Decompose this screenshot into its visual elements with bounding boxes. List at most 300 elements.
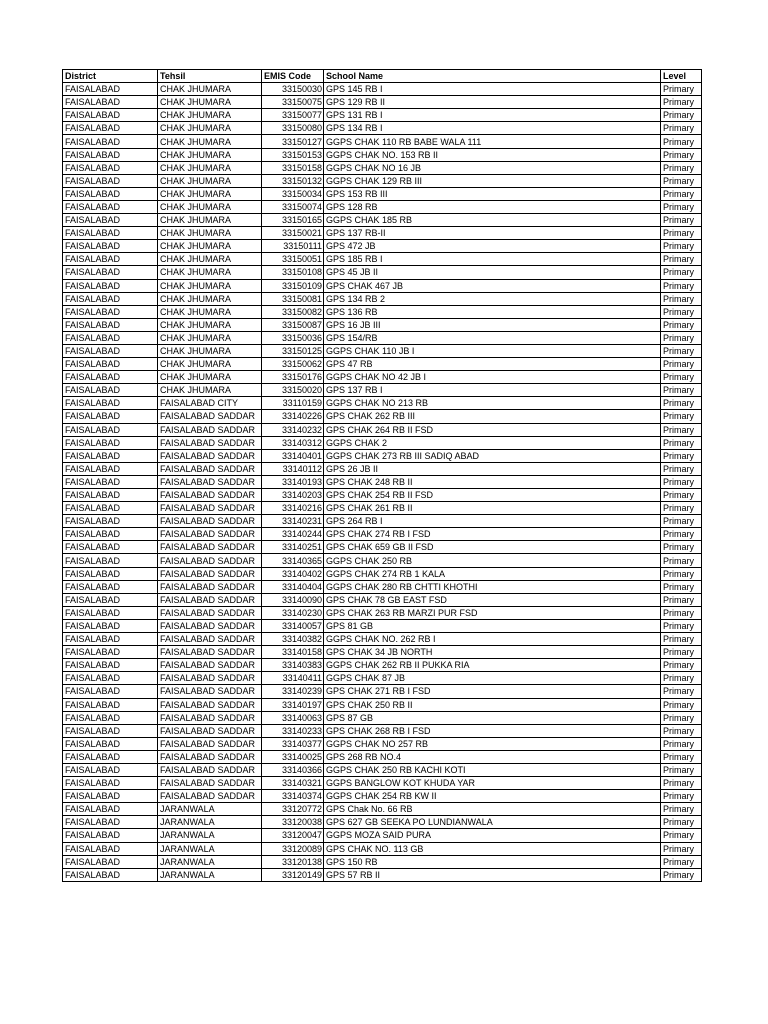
cell-school-name: GGPS CHAK 2 xyxy=(324,436,661,449)
cell-level: Primary xyxy=(661,698,702,711)
table-body xyxy=(63,83,702,882)
cell-school-name: GPS 145 RB I xyxy=(324,83,661,96)
cell-school-name: GPS 153 RB III xyxy=(324,187,661,200)
cell-district: FAISALABAD xyxy=(63,358,158,371)
cell-district: FAISALABAD xyxy=(63,672,158,685)
cell-tehsil: FAISALABAD SADDAR xyxy=(158,790,262,803)
table-row xyxy=(63,685,702,698)
cell-school-name: GGPS CHAK 274 RB 1 KALA xyxy=(324,567,661,580)
cell-school-name: GGPS CHAK 250 RB xyxy=(324,554,661,567)
cell-level: Primary xyxy=(661,200,702,213)
cell-emis-code: 33120138 xyxy=(262,855,324,868)
cell-emis-code: 33140057 xyxy=(262,619,324,632)
cell-level: Primary xyxy=(661,253,702,266)
cell-tehsil: FAISALABAD SADDAR xyxy=(158,672,262,685)
cell-emis-code: 33150081 xyxy=(262,292,324,305)
cell-level: Primary xyxy=(661,279,702,292)
cell-emis-code: 33140251 xyxy=(262,541,324,554)
cell-district: FAISALABAD xyxy=(63,659,158,672)
cell-tehsil: FAISALABAD SADDAR xyxy=(158,750,262,763)
cell-level: Primary xyxy=(661,214,702,227)
cell-emis-code: 33140377 xyxy=(262,737,324,750)
cell-school-name: GPS CHAK 78 GB EAST FSD xyxy=(324,593,661,606)
cell-emis-code: 33120089 xyxy=(262,842,324,855)
cell-emis-code: 33150132 xyxy=(262,174,324,187)
cell-tehsil: FAISALABAD SADDAR xyxy=(158,763,262,776)
cell-emis-code: 33140383 xyxy=(262,659,324,672)
cell-tehsil: CHAK JHUMARA xyxy=(158,200,262,213)
cell-level: Primary xyxy=(661,580,702,593)
cell-school-name: GGPS CHAK 280 RB CHTTI KHOTHI xyxy=(324,580,661,593)
cell-emis-code: 33150127 xyxy=(262,135,324,148)
cell-district: FAISALABAD xyxy=(63,855,158,868)
cell-school-name: GPS CHAK 262 RB III xyxy=(324,410,661,423)
cell-district: FAISALABAD xyxy=(63,868,158,881)
table-row xyxy=(63,214,702,227)
cell-tehsil: CHAK JHUMARA xyxy=(158,161,262,174)
cell-district: FAISALABAD xyxy=(63,135,158,148)
cell-level: Primary xyxy=(661,305,702,318)
cell-emis-code: 33150158 xyxy=(262,161,324,174)
table-row xyxy=(63,240,702,253)
table-row xyxy=(63,174,702,187)
cell-tehsil: CHAK JHUMARA xyxy=(158,214,262,227)
cell-tehsil: FAISALABAD SADDAR xyxy=(158,724,262,737)
cell-school-name: GPS CHAK 248 RB II xyxy=(324,475,661,488)
table-row xyxy=(63,423,702,436)
cell-district: FAISALABAD xyxy=(63,436,158,449)
cell-district: FAISALABAD xyxy=(63,803,158,816)
cell-school-name: GGPS CHAK NO. 262 RB I xyxy=(324,633,661,646)
header-district: District xyxy=(63,70,158,83)
cell-emis-code: 33140203 xyxy=(262,489,324,502)
cell-tehsil: CHAK JHUMARA xyxy=(158,279,262,292)
cell-emis-code: 33140158 xyxy=(262,646,324,659)
table-row xyxy=(63,318,702,331)
cell-school-name: GGPS CHAK 185 RB xyxy=(324,214,661,227)
cell-emis-code: 33140197 xyxy=(262,698,324,711)
table-row xyxy=(63,135,702,148)
cell-district: FAISALABAD xyxy=(63,318,158,331)
cell-emis-code: 33150080 xyxy=(262,122,324,135)
header-level: Level xyxy=(661,70,702,83)
cell-level: Primary xyxy=(661,489,702,502)
cell-school-name: GPS 26 JB II xyxy=(324,462,661,475)
cell-district: FAISALABAD xyxy=(63,646,158,659)
cell-district: FAISALABAD xyxy=(63,750,158,763)
cell-tehsil: FAISALABAD SADDAR xyxy=(158,580,262,593)
cell-level: Primary xyxy=(661,528,702,541)
cell-emis-code: 33140404 xyxy=(262,580,324,593)
table-row xyxy=(63,868,702,881)
cell-tehsil: JARANWALA xyxy=(158,842,262,855)
cell-level: Primary xyxy=(661,135,702,148)
cell-level: Primary xyxy=(661,763,702,776)
cell-district: FAISALABAD xyxy=(63,187,158,200)
cell-emis-code: 33150176 xyxy=(262,371,324,384)
cell-tehsil: FAISALABAD SADDAR xyxy=(158,698,262,711)
cell-tehsil: CHAK JHUMARA xyxy=(158,305,262,318)
cell-district: FAISALABAD xyxy=(63,502,158,515)
cell-level: Primary xyxy=(661,606,702,619)
cell-tehsil: CHAK JHUMARA xyxy=(158,266,262,279)
table-row xyxy=(63,737,702,750)
cell-tehsil: FAISALABAD SADDAR xyxy=(158,685,262,698)
cell-level: Primary xyxy=(661,502,702,515)
cell-district: FAISALABAD xyxy=(63,305,158,318)
table-row xyxy=(63,358,702,371)
cell-district: FAISALABAD xyxy=(63,331,158,344)
table-row xyxy=(63,305,702,318)
cell-tehsil: FAISALABAD SADDAR xyxy=(158,606,262,619)
cell-level: Primary xyxy=(661,646,702,659)
cell-school-name: GPS 150 RB xyxy=(324,855,661,868)
cell-tehsil: CHAK JHUMARA xyxy=(158,253,262,266)
cell-school-name: GGPS CHAK NO 213 RB xyxy=(324,397,661,410)
cell-district: FAISALABAD xyxy=(63,737,158,750)
cell-emis-code: 33150111 xyxy=(262,240,324,253)
cell-emis-code: 33120038 xyxy=(262,816,324,829)
cell-district: FAISALABAD xyxy=(63,200,158,213)
cell-district: FAISALABAD xyxy=(63,214,158,227)
cell-school-name: GPS 185 RB I xyxy=(324,253,661,266)
cell-level: Primary xyxy=(661,436,702,449)
cell-district: FAISALABAD xyxy=(63,763,158,776)
cell-school-name: GPS 268 RB NO.4 xyxy=(324,750,661,763)
table-row xyxy=(63,724,702,737)
table-row xyxy=(63,711,702,724)
cell-school-name: GPS 57 RB II xyxy=(324,868,661,881)
cell-tehsil: CHAK JHUMARA xyxy=(158,371,262,384)
cell-tehsil: FAISALABAD SADDAR xyxy=(158,423,262,436)
cell-district: FAISALABAD xyxy=(63,790,158,803)
table-row xyxy=(63,344,702,357)
cell-district: FAISALABAD xyxy=(63,698,158,711)
table-row xyxy=(63,449,702,462)
cell-level: Primary xyxy=(661,410,702,423)
cell-level: Primary xyxy=(661,593,702,606)
cell-school-name: GPS 134 RB 2 xyxy=(324,292,661,305)
table-row xyxy=(63,371,702,384)
cell-emis-code: 33140216 xyxy=(262,502,324,515)
cell-tehsil: CHAK JHUMARA xyxy=(158,174,262,187)
cell-tehsil: FAISALABAD SADDAR xyxy=(158,528,262,541)
table-row xyxy=(63,83,702,96)
cell-level: Primary xyxy=(661,750,702,763)
cell-level: Primary xyxy=(661,344,702,357)
cell-tehsil: CHAK JHUMARA xyxy=(158,96,262,109)
table-row xyxy=(63,200,702,213)
cell-school-name: GPS 47 RB xyxy=(324,358,661,371)
cell-tehsil: CHAK JHUMARA xyxy=(158,83,262,96)
table-row xyxy=(63,253,702,266)
cell-level: Primary xyxy=(661,187,702,200)
cell-district: FAISALABAD xyxy=(63,777,158,790)
cell-tehsil: CHAK JHUMARA xyxy=(158,135,262,148)
cell-district: FAISALABAD xyxy=(63,96,158,109)
cell-tehsil: FAISALABAD SADDAR xyxy=(158,449,262,462)
cell-school-name: GPS 45 JB II xyxy=(324,266,661,279)
cell-school-name: GGPS CHAK 273 RB III SADIQ ABAD xyxy=(324,449,661,462)
cell-school-name: GPS 627 GB SEEKA PO LUNDIANWALA xyxy=(324,816,661,829)
cell-emis-code: 33140321 xyxy=(262,777,324,790)
cell-tehsil: CHAK JHUMARA xyxy=(158,148,262,161)
cell-school-name: GGPS CHAK 87 JB xyxy=(324,672,661,685)
cell-school-name: GPS CHAK 659 GB II FSD xyxy=(324,541,661,554)
table-row xyxy=(63,816,702,829)
cell-school-name: GPS CHAK 263 RB MARZI PUR FSD xyxy=(324,606,661,619)
cell-emis-code: 33150034 xyxy=(262,187,324,200)
table-row xyxy=(63,292,702,305)
cell-emis-code: 33120047 xyxy=(262,829,324,842)
cell-level: Primary xyxy=(661,842,702,855)
table-row xyxy=(63,554,702,567)
table-row xyxy=(63,436,702,449)
table-row xyxy=(63,279,702,292)
cell-level: Primary xyxy=(661,541,702,554)
cell-emis-code: 33150074 xyxy=(262,200,324,213)
cell-level: Primary xyxy=(661,423,702,436)
cell-tehsil: CHAK JHUMARA xyxy=(158,331,262,344)
cell-district: FAISALABAD xyxy=(63,174,158,187)
cell-emis-code: 33140239 xyxy=(262,685,324,698)
cell-level: Primary xyxy=(661,711,702,724)
cell-school-name: GPS 472 JB xyxy=(324,240,661,253)
cell-district: FAISALABAD xyxy=(63,253,158,266)
cell-level: Primary xyxy=(661,619,702,632)
cell-district: FAISALABAD xyxy=(63,593,158,606)
cell-emis-code: 33150030 xyxy=(262,83,324,96)
cell-school-name: GPS 128 RB xyxy=(324,200,661,213)
table-header xyxy=(63,70,702,83)
cell-tehsil: CHAK JHUMARA xyxy=(158,227,262,240)
cell-emis-code: 33140233 xyxy=(262,724,324,737)
cell-school-name: GGPS CHAK NO 16 JB xyxy=(324,161,661,174)
cell-district: FAISALABAD xyxy=(63,515,158,528)
cell-emis-code: 33140402 xyxy=(262,567,324,580)
cell-tehsil: FAISALABAD SADDAR xyxy=(158,515,262,528)
cell-emis-code: 33150108 xyxy=(262,266,324,279)
cell-level: Primary xyxy=(661,148,702,161)
cell-emis-code: 33140112 xyxy=(262,462,324,475)
cell-district: FAISALABAD xyxy=(63,397,158,410)
cell-emis-code: 33150077 xyxy=(262,109,324,122)
cell-district: FAISALABAD xyxy=(63,109,158,122)
cell-tehsil: JARANWALA xyxy=(158,803,262,816)
cell-tehsil: FAISALABAD SADDAR xyxy=(158,436,262,449)
cell-district: FAISALABAD xyxy=(63,227,158,240)
cell-tehsil: JARANWALA xyxy=(158,868,262,881)
cell-emis-code: 33150021 xyxy=(262,227,324,240)
cell-level: Primary xyxy=(661,358,702,371)
cell-emis-code: 33140244 xyxy=(262,528,324,541)
cell-tehsil: FAISALABAD SADDAR xyxy=(158,554,262,567)
cell-tehsil: FAISALABAD SADDAR xyxy=(158,567,262,580)
cell-tehsil: CHAK JHUMARA xyxy=(158,318,262,331)
cell-district: FAISALABAD xyxy=(63,122,158,135)
cell-emis-code: 33150125 xyxy=(262,344,324,357)
cell-school-name: GGPS CHAK 110 JB I xyxy=(324,344,661,357)
cell-district: FAISALABAD xyxy=(63,606,158,619)
cell-tehsil: JARANWALA xyxy=(158,816,262,829)
cell-tehsil: CHAK JHUMARA xyxy=(158,292,262,305)
cell-district: FAISALABAD xyxy=(63,344,158,357)
cell-level: Primary xyxy=(661,109,702,122)
cell-level: Primary xyxy=(661,384,702,397)
cell-emis-code: 33120149 xyxy=(262,868,324,881)
header-row xyxy=(63,70,702,83)
cell-level: Primary xyxy=(661,567,702,580)
cell-tehsil: FAISALABAD SADDAR xyxy=(158,633,262,646)
table-row xyxy=(63,567,702,580)
cell-school-name: GGPS CHAK 250 RB KACHI KOTI xyxy=(324,763,661,776)
cell-tehsil: FAISALABAD SADDAR xyxy=(158,737,262,750)
cell-level: Primary xyxy=(661,868,702,881)
cell-emis-code: 33140090 xyxy=(262,593,324,606)
header-emis-code: EMIS Code xyxy=(262,70,324,83)
cell-level: Primary xyxy=(661,672,702,685)
cell-district: FAISALABAD xyxy=(63,711,158,724)
cell-emis-code: 33120772 xyxy=(262,803,324,816)
cell-district: FAISALABAD xyxy=(63,410,158,423)
cell-emis-code: 33150153 xyxy=(262,148,324,161)
cell-district: FAISALABAD xyxy=(63,580,158,593)
cell-school-name: GGPS CHAK NO 42 JB I xyxy=(324,371,661,384)
cell-school-name: GGPS CHAK NO 257 RB xyxy=(324,737,661,750)
table-row xyxy=(63,829,702,842)
cell-emis-code: 33140232 xyxy=(262,423,324,436)
cell-district: FAISALABAD xyxy=(63,724,158,737)
cell-level: Primary xyxy=(661,462,702,475)
cell-emis-code: 33140025 xyxy=(262,750,324,763)
cell-tehsil: FAISALABAD SADDAR xyxy=(158,711,262,724)
table-row xyxy=(63,750,702,763)
table-row xyxy=(63,803,702,816)
cell-emis-code: 33150062 xyxy=(262,358,324,371)
cell-emis-code: 33140382 xyxy=(262,633,324,646)
cell-district: FAISALABAD xyxy=(63,292,158,305)
cell-district: FAISALABAD xyxy=(63,240,158,253)
table-row xyxy=(63,633,702,646)
table-row xyxy=(63,606,702,619)
cell-emis-code: 33140365 xyxy=(262,554,324,567)
cell-emis-code: 33110159 xyxy=(262,397,324,410)
cell-level: Primary xyxy=(661,449,702,462)
cell-level: Primary xyxy=(661,266,702,279)
cell-school-name: GPS 16 JB III xyxy=(324,318,661,331)
table-row xyxy=(63,659,702,672)
cell-emis-code: 33150109 xyxy=(262,279,324,292)
cell-level: Primary xyxy=(661,96,702,109)
cell-school-name: GPS CHAK 34 JB NORTH xyxy=(324,646,661,659)
cell-emis-code: 33140366 xyxy=(262,763,324,776)
cell-district: FAISALABAD xyxy=(63,475,158,488)
header-school-name: School Name xyxy=(324,70,661,83)
cell-level: Primary xyxy=(661,331,702,344)
cell-tehsil: CHAK JHUMARA xyxy=(158,109,262,122)
cell-emis-code: 33140411 xyxy=(262,672,324,685)
cell-emis-code: 33140231 xyxy=(262,515,324,528)
cell-district: FAISALABAD xyxy=(63,567,158,580)
cell-district: FAISALABAD xyxy=(63,384,158,397)
cell-level: Primary xyxy=(661,83,702,96)
table-row xyxy=(63,227,702,240)
table-row xyxy=(63,384,702,397)
cell-tehsil: CHAK JHUMARA xyxy=(158,187,262,200)
cell-tehsil: FAISALABAD SADDAR xyxy=(158,593,262,606)
table-row xyxy=(63,109,702,122)
cell-school-name: GPS CHAK 268 RB I FSD xyxy=(324,724,661,737)
cell-tehsil: FAISALABAD SADDAR xyxy=(158,659,262,672)
cell-district: FAISALABAD xyxy=(63,816,158,829)
cell-district: FAISALABAD xyxy=(63,489,158,502)
cell-tehsil: CHAK JHUMARA xyxy=(158,358,262,371)
cell-district: FAISALABAD xyxy=(63,449,158,462)
cell-school-name: GPS CHAK 250 RB II xyxy=(324,698,661,711)
cell-district: FAISALABAD xyxy=(63,554,158,567)
table-row xyxy=(63,763,702,776)
cell-district: FAISALABAD xyxy=(63,279,158,292)
cell-tehsil: CHAK JHUMARA xyxy=(158,122,262,135)
cell-school-name: GGPS MOZA SAID PURA xyxy=(324,829,661,842)
table-row xyxy=(63,790,702,803)
cell-school-name: GPS 264 RB I xyxy=(324,515,661,528)
cell-school-name: GPS 134 RB I xyxy=(324,122,661,135)
table-row xyxy=(63,593,702,606)
cell-district: FAISALABAD xyxy=(63,685,158,698)
table-row xyxy=(63,541,702,554)
cell-level: Primary xyxy=(661,790,702,803)
cell-school-name: GPS 131 RB I xyxy=(324,109,661,122)
cell-school-name: GPS 137 RB-II xyxy=(324,227,661,240)
table-row xyxy=(63,580,702,593)
cell-emis-code: 33140401 xyxy=(262,449,324,462)
cell-district: FAISALABAD xyxy=(63,148,158,161)
cell-district: FAISALABAD xyxy=(63,842,158,855)
cell-tehsil: FAISALABAD SADDAR xyxy=(158,541,262,554)
table-row xyxy=(63,331,702,344)
cell-school-name: GPS 129 RB II xyxy=(324,96,661,109)
cell-level: Primary xyxy=(661,816,702,829)
table-row xyxy=(63,96,702,109)
cell-school-name: GGPS CHAK 254 RB KW II xyxy=(324,790,661,803)
cell-level: Primary xyxy=(661,515,702,528)
cell-district: FAISALABAD xyxy=(63,633,158,646)
cell-school-name: GPS Chak No. 66 RB xyxy=(324,803,661,816)
cell-district: FAISALABAD xyxy=(63,619,158,632)
cell-tehsil: CHAK JHUMARA xyxy=(158,344,262,357)
cell-district: FAISALABAD xyxy=(63,541,158,554)
cell-emis-code: 33150020 xyxy=(262,384,324,397)
cell-emis-code: 33140312 xyxy=(262,436,324,449)
table-row xyxy=(63,698,702,711)
table-row xyxy=(63,777,702,790)
cell-school-name: GPS CHAK 264 RB II FSD xyxy=(324,423,661,436)
table-row xyxy=(63,528,702,541)
cell-tehsil: FAISALABAD SADDAR xyxy=(158,619,262,632)
cell-tehsil: JARANWALA xyxy=(158,855,262,868)
cell-school-name: GPS CHAK 274 RB I FSD xyxy=(324,528,661,541)
cell-level: Primary xyxy=(661,724,702,737)
cell-level: Primary xyxy=(661,659,702,672)
cell-emis-code: 33140063 xyxy=(262,711,324,724)
table-row xyxy=(63,122,702,135)
cell-district: FAISALABAD xyxy=(63,371,158,384)
table-row xyxy=(63,462,702,475)
cell-level: Primary xyxy=(661,240,702,253)
cell-tehsil: FAISALABAD CITY xyxy=(158,397,262,410)
cell-level: Primary xyxy=(661,777,702,790)
